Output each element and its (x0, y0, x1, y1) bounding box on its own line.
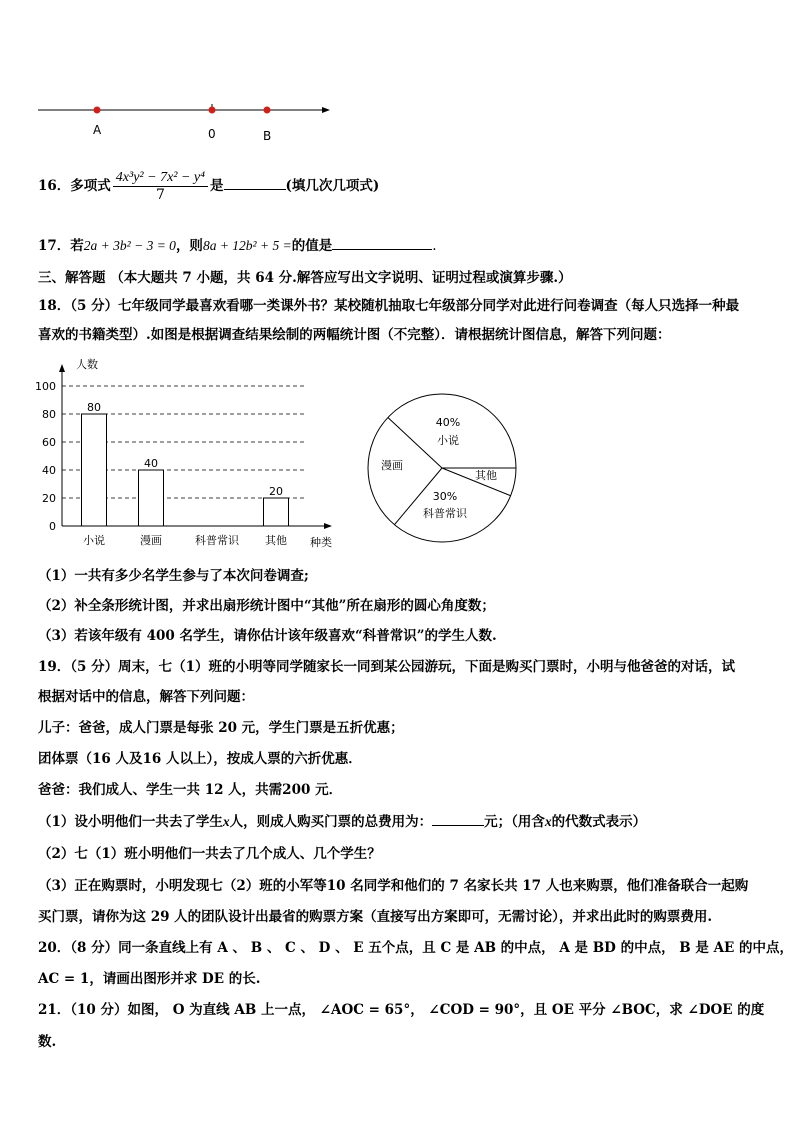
question-21-line1: 21．（10 分）如图， O 为直线 AB 上一点， ∠AOC = 65°， ∠COD = 90°，且 OE 平分 ∠BOC，求 ∠DOE 的度 (38, 1002, 765, 1018)
bar-chart (34, 352, 344, 552)
bar (82, 414, 107, 526)
slice-label: 其他 (475, 469, 497, 482)
bar-value-label: 20 (269, 485, 283, 498)
question-19-line5: 爸爸：我们成人、学生一共 12 人，共需200 元． (38, 782, 343, 798)
label-b: B (263, 129, 272, 143)
y-tick-label: 0 (49, 520, 56, 533)
question-18-line2: 喜欢的书籍类型）.如图是根据调查结果绘制的两幅统计图（不完整）．请根据统计图信息，解答下列问题： (38, 327, 671, 343)
slice-label: 小说 (437, 434, 459, 447)
x-tick-label: 漫画 (140, 534, 162, 547)
label-origin: 0 (208, 127, 216, 141)
question-17: 17．若2a + 3b² − 3 = 0，则8a + 12b² + 5 =的值是 . (38, 238, 437, 254)
question-19-sub3b: 买门票，请你为这 29 人的团队设计出最省的购票方案（直接写出方案即可，无需讨论），并求出此时的购票费用. (38, 909, 713, 925)
question-19-line2: 根据对话中的信息，解答下列问题： (38, 689, 254, 705)
bar-value-label: 40 (144, 457, 158, 470)
bar (264, 498, 289, 526)
question-19-sub2: （2）七（1）班小明他们一共去了几个成人、几个学生？ (38, 846, 381, 862)
slice-percent-label: 30% (432, 490, 458, 503)
answer-blank[interactable] (332, 249, 432, 250)
y-tick-label: 100 (35, 380, 56, 393)
section-heading: 三、解答题 （本大题共 7 小题，共 64 分.解答应写出文字说明、证明过程或演算步骤.） (38, 270, 572, 286)
bar (139, 470, 164, 526)
question-18-sub2: （2）补全条形统计图，并求出扇形统计图中“其他”所在扇形的圆心角度数； (38, 598, 495, 614)
y-axis-arrow (59, 364, 65, 372)
question-19-line3: 儿子：爸爸，成人门票是每张 20 元，学生门票是五折优惠； (38, 720, 404, 736)
y-tick-label: 60 (42, 436, 56, 449)
x-tick-label: 其他 (265, 534, 287, 547)
bar-value-label: 80 (87, 401, 101, 414)
polynomial-fraction: $\frac{\text{4x³y² − 7x² − y⁴}}{7}$ (113, 170, 208, 203)
question-21-line2: 数. (38, 1034, 57, 1050)
question-16: 16．多项式 $\frac{\text{4x³y² − 7x² − y⁴}}{7}$ 是 (填几次几项式) (38, 170, 380, 203)
point-b (264, 107, 271, 114)
answer-blank[interactable] (432, 825, 484, 826)
y-tick-label: 20 (42, 492, 56, 505)
y-axis-title: 人数 (76, 358, 98, 371)
x-axis-title: 种类 (310, 536, 332, 549)
pie-chart (360, 386, 524, 550)
answer-blank[interactable] (224, 189, 286, 190)
label-a: A (93, 123, 102, 137)
y-tick-label: 80 (42, 408, 56, 421)
question-18-line1: 18．（5 分）七年级同学最喜欢看哪一类课外书？某校随机抽取七年级部分同学对此进行问卷调查（每人只选择一种最 (38, 298, 740, 314)
question-20-line2: AC = 1，请画出图形并求 DE 的长. (38, 971, 261, 987)
question-19-line4: 团体票（16 人及16 人以上），按成人票的六折优惠． (38, 751, 362, 767)
x-tick-label: 小说 (83, 534, 105, 547)
slice-label: 漫画 (381, 459, 403, 472)
point-origin (209, 107, 216, 114)
question-18-sub3: （3）若该年级有 400 名学生，请你估计该年级喜欢“科普常识”的学生人数. (38, 628, 497, 644)
slice-label: 科普常识 (423, 507, 467, 520)
question-19-sub1: （1）设小明他们一共去了学生x人，则成人购买门票的总费用为： 元；（用含x的代数式表示） (38, 814, 647, 830)
point-a (94, 107, 101, 114)
question-19-line1: 19．（5 分）周末，七（1）班的小明等同学随家长一同到某公园游玩，下面是购买门票时，小明与他爸爸的对话，试 (38, 659, 736, 675)
x-tick-label: 科普常识 (195, 534, 239, 547)
question-20-line1: 20．（8 分）同一条直线上有 A 、 B 、 C 、 D 、 E 五个点，且 C 是 AB 的中点， A 是 BD 的中点， B 是 AE 的中点， (38, 940, 794, 956)
question-19-sub3a: （3）正在购票时，小明发现七（2）班的小军等10 名同学和他们的 7 名家长共 17 人也来购票，他们准备联合一起购 (38, 878, 749, 894)
slice-percent-label: 40% (435, 416, 461, 429)
question-18-sub1: （1）一共有多少名学生参与了本次问卷调查; (38, 568, 309, 584)
x-axis-arrow (324, 523, 332, 529)
y-tick-label: 40 (42, 464, 56, 477)
number-line-figure (30, 96, 350, 148)
